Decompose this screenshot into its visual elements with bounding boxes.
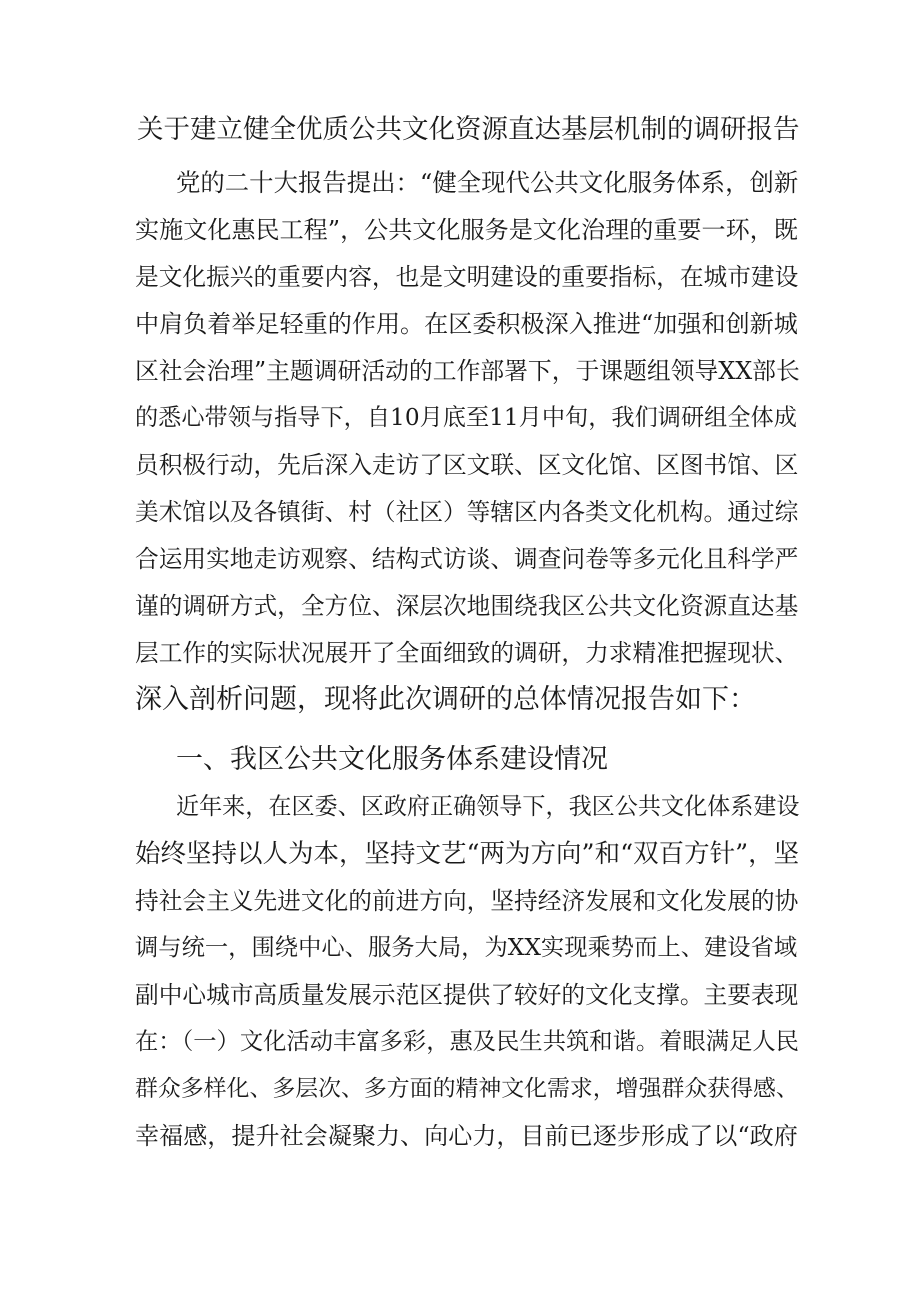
body-line-text: 调与统一，围绕中心、服务大局，为XX实现乘势而上、建设省域 bbox=[135, 934, 798, 961]
body-line-text: 层工作的实际状况展开了全面细致的调研，力求精准把握现状、 bbox=[135, 639, 799, 667]
body-line-text: 实施文化惠民工程”，公共文化服务是文化治理的重要一环，既 bbox=[135, 216, 798, 244]
document-title bbox=[0, 106, 920, 154]
body-line bbox=[0, 676, 920, 724]
body-line-text: 近年来，在区委、区政府正确领导下，我区公共文化体系建设 bbox=[176, 794, 800, 820]
body-line bbox=[0, 441, 920, 489]
body-line bbox=[0, 253, 920, 301]
body-line bbox=[0, 1018, 920, 1066]
document-title-text: 关于建立健全优质公共文化资源直达基层机制的调研报告 bbox=[137, 114, 800, 145]
body-line-text: 副中心城市高质量发展示范区提供了较好的文化支撑。主要表现 bbox=[135, 981, 799, 1009]
section-heading-text: 一、我区公共文化服务体系建设情况 bbox=[176, 744, 608, 775]
body-line bbox=[0, 783, 920, 831]
body-line-text: 合运用实地走访观察、结构式访谈、调查问卷等多元化且科学严 bbox=[135, 545, 799, 573]
body-line-text: 党的二十大报告提出：“健全现代公共文化服务体系，创新 bbox=[176, 168, 799, 197]
body-line-text: 持社会主义先进文化的前进方向，坚持经济发展和文化发展的协 bbox=[135, 887, 799, 915]
body-line bbox=[0, 582, 920, 630]
body-line-text: 区社会治理”主题调研活动的工作部署下，于课题组领导XX部长 bbox=[135, 357, 800, 385]
body-line-text: 谨的调研方式，全方位、深层次地围绕我区公共文化资源直达基 bbox=[135, 592, 799, 620]
body-line-text: 的悉心带领与指导下，自10月底至11月中旬，我们调研组全体成 bbox=[135, 404, 797, 431]
body-line bbox=[0, 347, 920, 395]
body-line bbox=[0, 535, 920, 583]
body-line-text: 幸福感，提升社会凝聚力、向心力，目前已逐步形成了以“政府 bbox=[135, 1122, 798, 1150]
body-line bbox=[0, 300, 920, 348]
body-line-text: 美术馆以及各镇街、村（社区）等辖区内各类文化机构。通过综 bbox=[135, 498, 799, 526]
body-line-text: 员积极行动，先后深入走访了区文联、区文化馆、区图书馆、区 bbox=[135, 451, 799, 479]
body-line bbox=[0, 394, 920, 442]
body-line-text: 群众多样化、多层次、多方面的精神文化需求，增强群众获得感、 bbox=[135, 1076, 799, 1102]
body-line bbox=[0, 924, 920, 972]
body-line bbox=[0, 971, 920, 1019]
body-line bbox=[0, 159, 920, 207]
body-line-text: 始终坚持以人为本，坚持文艺“两为方向”和“双百方针”，坚 bbox=[135, 839, 800, 869]
body-line-text: 中肩负着举足轻重的作用。在区委积极深入推进“加强和创新城 bbox=[135, 310, 798, 338]
body-line-text: 是文化振兴的重要内容，也是文明建设的重要指标，在城市建设 bbox=[135, 263, 799, 291]
body-line bbox=[0, 1065, 920, 1113]
body-line bbox=[0, 629, 920, 677]
body-line bbox=[0, 206, 920, 254]
body-line bbox=[0, 488, 920, 536]
body-line bbox=[0, 830, 920, 878]
section-heading bbox=[0, 736, 920, 784]
body-line-text: 在：（一）文化活动丰富多彩，惠及民生共筑和谐。着眼满足人民 bbox=[135, 1028, 799, 1055]
body-line bbox=[0, 877, 920, 925]
body-line bbox=[0, 1112, 920, 1160]
body-line-text: 深入剖析问题，现将此次调研的总体情况报告如下： bbox=[135, 684, 756, 715]
